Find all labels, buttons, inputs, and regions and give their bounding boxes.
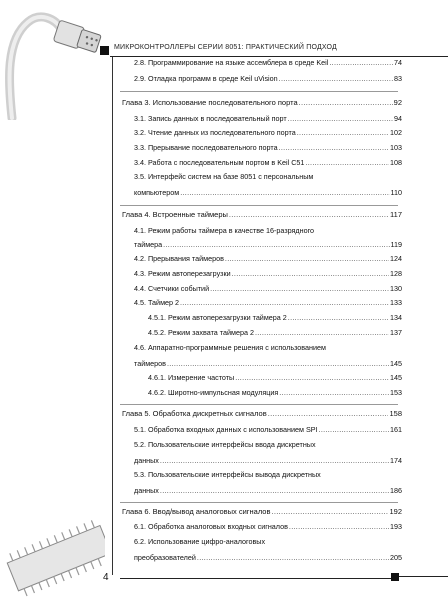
- header-rule: [110, 56, 448, 57]
- toc-entry[interactable]: 5.1. Обработка входных данных с использованием SPI ..... 161: [134, 425, 402, 435]
- header-marker: [100, 46, 109, 55]
- toc-entry[interactable]: 6.1. Обработка аналоговых входных сигналов ..... 193: [134, 522, 402, 532]
- toc-subentry[interactable]: 4.5.2. Режим захвата таймера 2 ..... 137: [148, 328, 402, 338]
- toc-entry[interactable]: 5.3. Пользовательские интерфейсы вывода дискретных данных ..... 186: [134, 470, 402, 496]
- toc-chapter[interactable]: Глава 5. Обработка дискретных сигналов ..... 158: [122, 409, 402, 419]
- toc-subentry[interactable]: 4.6.1. Измерение частоты ..... 145: [148, 373, 402, 383]
- chapter-separator: [120, 404, 398, 405]
- toc-entry[interactable]: 4.1. Режим работы таймера в качестве 16-разрядного таймера ..... 119: [134, 226, 402, 250]
- toc-subentry[interactable]: 4.5.1. Режим автоперезагрузки таймера 2 ..... 134: [148, 313, 402, 323]
- footer-rule-right: [399, 576, 448, 577]
- chapter-separator: [120, 205, 398, 206]
- toc-subentry[interactable]: 4.6.2. Широтно-импульсная модуляция ..... 153: [148, 388, 402, 398]
- footer-rule: [120, 578, 392, 579]
- toc-chapter[interactable]: Глава 4. Встроенные таймеры ..... 117: [122, 210, 402, 220]
- margin-rule: [112, 57, 113, 575]
- footer-marker: [391, 573, 399, 581]
- toc-entry[interactable]: 3.3. Прерывание последовательного порта ..... 103: [134, 143, 402, 153]
- toc-entry[interactable]: 3.5. Интерфейс систем на базе 8051 с персональным компьютером ..... 110: [134, 172, 402, 198]
- toc-entry[interactable]: 3.1. Запись данных в последовательный порт ..... 94: [134, 114, 402, 124]
- toc-entry[interactable]: 3.2. Чтение данных из последовательного порта ..... 102: [134, 128, 402, 138]
- page-number: 4: [103, 572, 109, 583]
- toc-entry[interactable]: 4.6. Аппаратно-программные решения с использованием таймеров ..... 145: [134, 343, 402, 369]
- toc-entry[interactable]: 4.5. Таймер 2 ..... 133: [134, 298, 402, 308]
- microchip-illustration: [0, 520, 105, 606]
- toc-entry[interactable]: 4.4. Счетчики событий ..... 130: [134, 284, 402, 294]
- chapter-separator: [120, 91, 398, 92]
- toc-entry[interactable]: 3.4. Работа с последовательным портом в Keil C51 ..... 108: [134, 158, 402, 168]
- toc-entry[interactable]: 2.9. Отладка программ в среде Keil uVision ..... 83: [134, 74, 402, 84]
- toc-entry[interactable]: 5.2. Пользовательские интерфейсы ввода дискретных данных ..... 174: [134, 440, 402, 466]
- toc-entry[interactable]: 6.2. Использование цифро-аналоговых преобразователей ..... 205: [134, 537, 402, 563]
- toc-entry[interactable]: 4.3. Режим автоперезагрузки ..... 128: [134, 269, 402, 279]
- serial-cable-illustration: [0, 0, 110, 120]
- toc-chapter[interactable]: Глава 6. Ввод/вывод аналоговых сигналов ..... 192: [122, 507, 402, 517]
- toc-chapter[interactable]: Глава 3. Использование последовательного порта ..... 92: [122, 98, 402, 108]
- chapter-separator: [120, 502, 398, 503]
- toc-entry[interactable]: 2.8. Программирование на языке ассемблера в среде Keil ..... 74: [134, 58, 402, 68]
- toc-entry[interactable]: 4.2. Прерывания таймеров ..... 124: [134, 254, 402, 264]
- running-header: МИКРОКОНТРОЛЛЕРЫ СЕРИИ 8051: ПРАКТИЧЕСКИЙ ПОДХОД: [114, 44, 337, 51]
